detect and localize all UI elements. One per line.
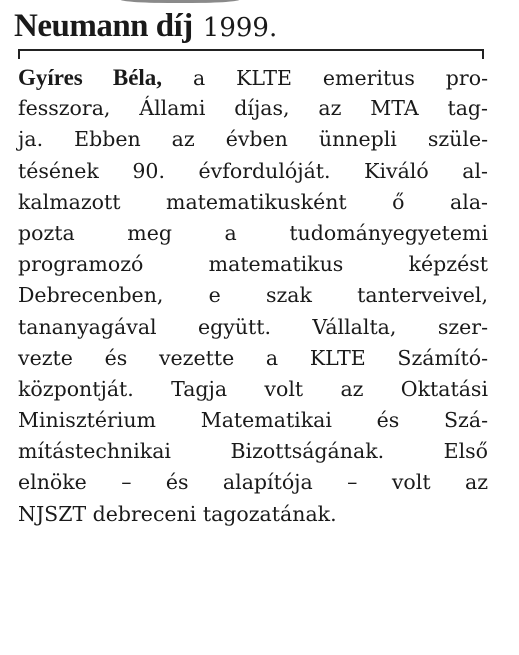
article-heading: [14, 6, 277, 51]
article-line: Minisztérium Matematikai és Szá-: [18, 408, 488, 433]
article-body: [18, 62, 488, 530]
article-line: ja. Ebben az évben ünnepli szüle-: [18, 127, 488, 152]
scan-top-edge: [0, 0, 519, 4]
article-line: elnöke – és alapítója – volt az: [18, 470, 488, 495]
article-line: kalmazott matematikusként ő ala-: [18, 189, 488, 214]
article-line: mítástechnikai Bizottságának. Első: [18, 439, 488, 464]
article-line: fesszora, Állami díjas, az MTA tag-: [18, 96, 488, 121]
article-line: vezte és vezette a KLTE Számító-: [18, 345, 488, 370]
heading-rule: [18, 49, 484, 59]
article-line: Gyíres Béla, a KLTE emeritus pro-: [18, 65, 488, 90]
article-line: tésének 90. évfordulóját. Kiváló al-: [18, 158, 488, 183]
scan-smudge: [120, 0, 240, 3]
article-line: központját. Tagja volt az Oktatási: [18, 376, 488, 401]
award-title: Neumann díj: [14, 8, 193, 44]
lead-name: Gyíres Béla,: [18, 65, 163, 90]
article-line: NJSZT debreceni tagozatának.: [18, 501, 337, 526]
article-line: tananyagával együtt. Vállalta, szer-: [18, 314, 488, 339]
article-line: programozó matematikus képzést: [18, 252, 488, 277]
article-line: pozta meg a tudományegyetemi: [18, 220, 488, 245]
award-year: 1999.: [202, 13, 278, 43]
article-line: Debrecenben, e szak tanterveivel,: [18, 283, 488, 308]
